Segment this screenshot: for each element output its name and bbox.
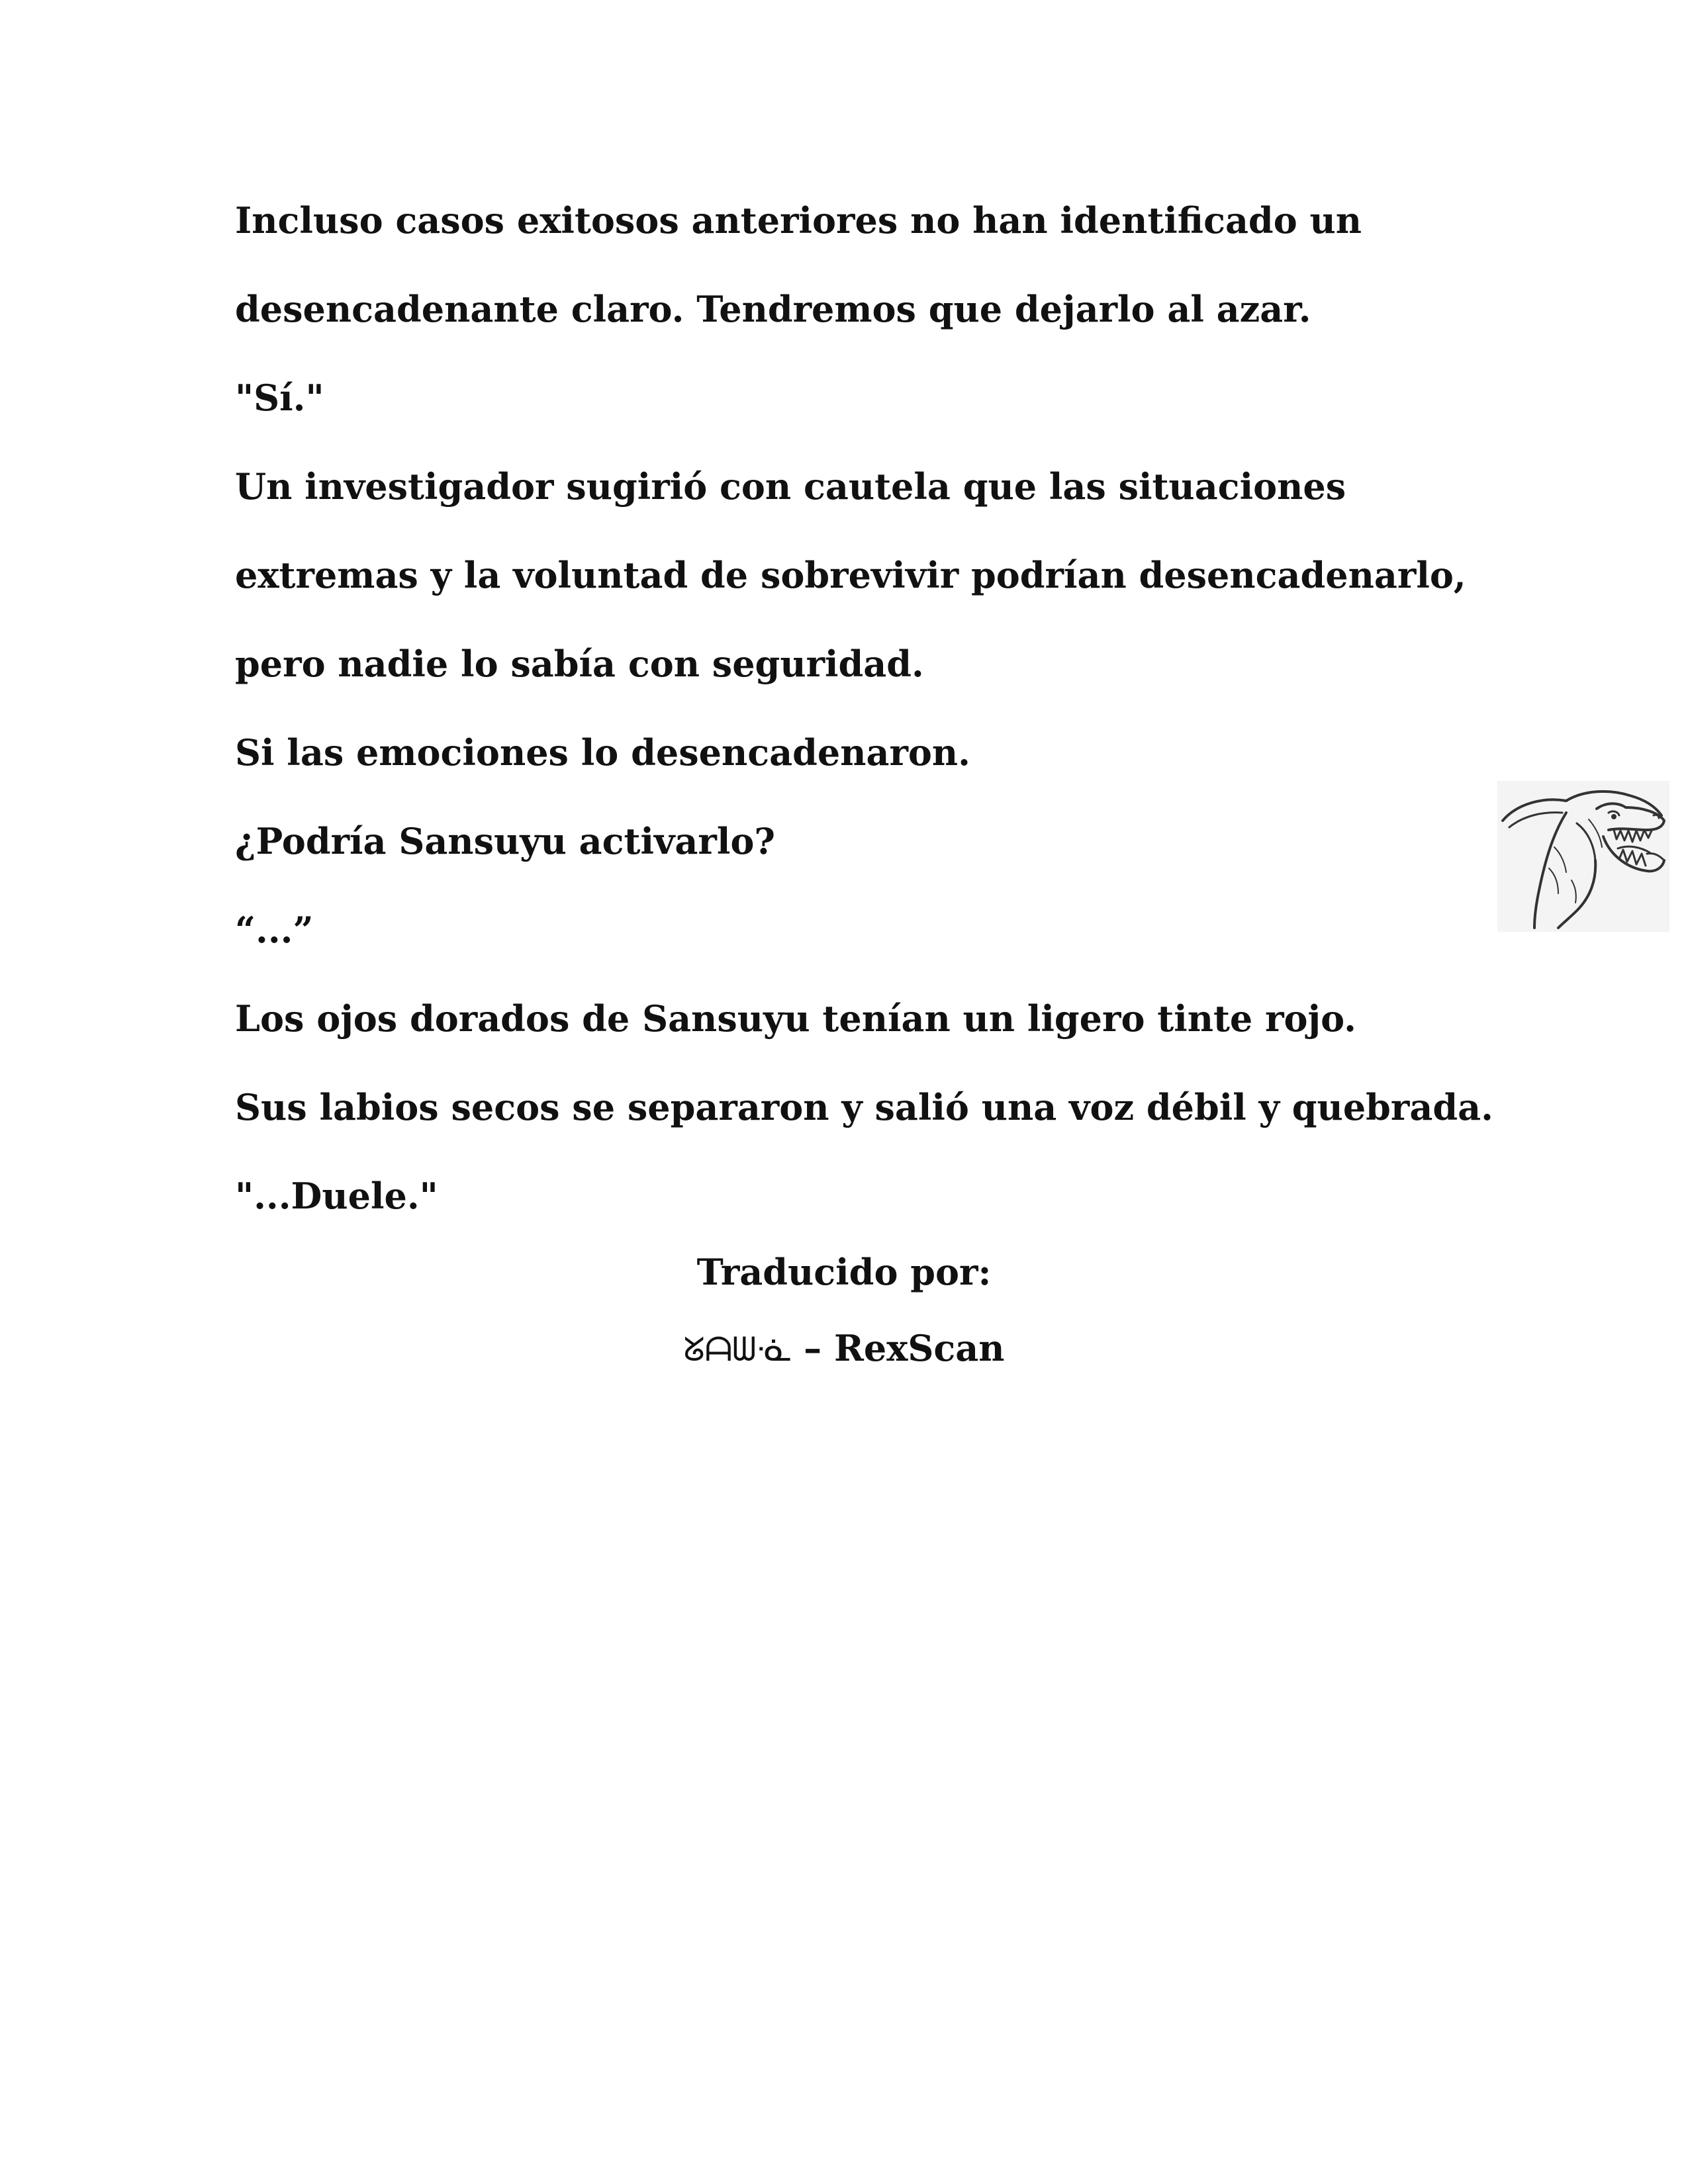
translator-handle: ᘜᗩᗯᓍ [683,1330,792,1369]
text-line: "...Duele." [235,1175,438,1217]
text-line: “...” [235,909,314,951]
text-line: "Sí." [235,377,324,419]
text-line: Los ojos dorados de Sansuyu tenían un ligero tinte rojo. [235,997,1356,1040]
credits-title: Traducido por: [696,1251,992,1293]
text-line: Sus labios secos se separaron y salió una voz débil y quebrada. [235,1086,1493,1128]
text-line: Si las emociones lo desencadenaron. [235,731,970,774]
text-line: Incluso casos exitosos anteriores no han identificado un [235,199,1362,242]
text-line: desencadenante claro. Tendremos que dejarlo al azar. [235,288,1311,330]
text-line: extremas y la voluntad de sobrevivir podrían desencadenarlo, [235,554,1466,596]
text-line: ¿Podría Sansuyu activarlo? [235,820,775,862]
text-line: pero nadie lo sabía con seguridad. [235,643,924,685]
credits-team [0,1327,1688,1369]
trex-head-sketch-icon [1497,781,1669,932]
body-text [235,189,1493,1253]
text-line: Un investigador sugirió con cautela que las situaciones [235,465,1346,508]
credits-separator: – [791,1327,834,1369]
group-name: RexScan [833,1327,1005,1369]
